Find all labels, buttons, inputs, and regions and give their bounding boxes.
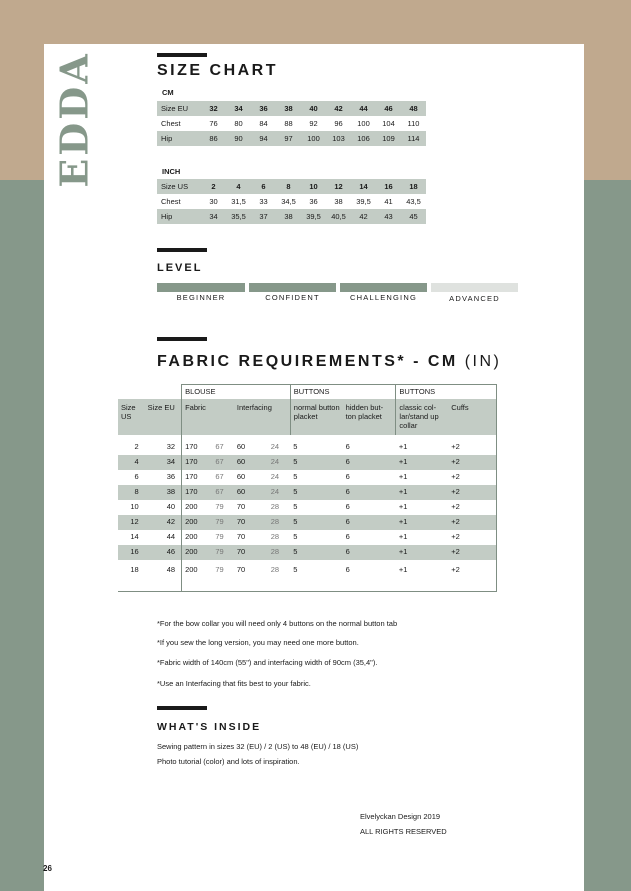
section-bar — [157, 53, 207, 57]
table-row: 14 44 200 79 70 28 5 6 +1 +2 — [118, 530, 497, 545]
table-row: Size EU 32 34 36 38 40 42 44 46 48 — [157, 101, 426, 116]
group-blouse: BLOUSE — [182, 385, 234, 399]
level-bar-beginner — [157, 283, 245, 292]
section-bar — [157, 337, 207, 341]
size-table-inch — [157, 179, 426, 224]
level-label-advanced: ADVANCED — [449, 294, 500, 303]
section-bar — [157, 706, 207, 710]
table-row: 12 42 200 79 70 28 5 6 +1 +2 — [118, 515, 497, 530]
vertical-title: EDDA — [51, 51, 97, 188]
fabric-requirements-heading: FABRIC REQUIREMENTS* - CM (IN) — [157, 353, 502, 370]
level-label-challenging: CHALLENGING — [350, 293, 417, 302]
col-fabric: Fabric — [182, 399, 234, 435]
note-fabric-width: *Fabric width of 140cm (55") and interfacing width of 90cm (35,4"). — [157, 658, 378, 667]
table-row: 2 32 170 67 60 24 5 6 +1 +2 — [118, 440, 497, 455]
page-number: 26 — [43, 864, 52, 873]
group-buttons: BUTTONS — [290, 385, 396, 399]
footer-rights: ALL RIGHTS RESERVED — [360, 827, 447, 836]
whats-inside-line-2: Photo tutorial (color) and lots of inspiration. — [157, 757, 300, 766]
whats-inside-heading: WHAT'S INSIDE — [157, 721, 262, 733]
table-row: 8 38 170 67 60 24 5 6 +1 +2 — [118, 485, 497, 500]
col-hidden-placket: hidden but- ton placket — [343, 399, 396, 435]
table-row: 10 40 200 79 70 28 5 6 +1 +2 — [118, 500, 497, 515]
footer-copyright: Elvelyckan Design 2019 — [360, 812, 441, 821]
col-interfacing: Interfacing — [234, 399, 290, 435]
inch-unit-label: INCH — [162, 167, 181, 176]
table-row: 16 46 200 79 70 28 5 6 +1 +2 — [118, 545, 497, 560]
level-heading: LEVEL — [157, 262, 203, 274]
table-row: Size US 2 4 6 8 10 12 14 16 18 — [157, 179, 426, 194]
table-row: Hip 86 90 94 97 100 103 106 109 114 — [157, 131, 426, 146]
col-collar: classic col- lar/stand up collar — [396, 399, 448, 435]
table-header-row — [118, 399, 497, 435]
fabric-table — [118, 384, 497, 592]
note-long-version: *If you sew the long version, you may need one more button. — [157, 638, 359, 647]
whats-inside-line-1: Sewing pattern in sizes 32 (EU) / 2 (US) to 48 (EU) / 18 (US) — [157, 742, 359, 751]
group-buttons-extra: BUTTONS — [396, 385, 497, 399]
col-size-us: Size US — [118, 399, 145, 435]
col-cuffs: Cuffs — [448, 399, 496, 435]
col-size-eu: Size EU — [145, 399, 182, 435]
table-row: 6 36 170 67 60 24 5 6 +1 +2 — [118, 470, 497, 485]
col-normal-placket: normal button placket — [290, 399, 342, 435]
note-bow-collar: *For the bow collar you will need only 4 buttons on the normal button tab — [157, 619, 398, 628]
size-chart-heading: SIZE CHART — [157, 62, 278, 79]
table-row: 4 34 170 67 60 24 5 6 +1 +2 — [118, 455, 497, 470]
table-row: Chest 76 80 84 88 92 96 100 104 110 — [161, 119, 420, 128]
level-label-beginner: BEGINNER — [176, 293, 226, 302]
table-group-header — [118, 385, 497, 399]
table-row: 18 48 200 79 70 28 5 6 +1 +2 — [118, 560, 497, 580]
level-label-confident: CONFIDENT — [265, 293, 320, 302]
level-bar-challenging — [340, 283, 427, 292]
table-row: Chest 30 31,5 33 34,5 36 38 39,5 41 43,5 — [161, 197, 421, 206]
table-row: Hip 34 35,5 37 38 39,5 40,5 42 43 45 — [157, 209, 426, 224]
cm-unit-label: CM — [162, 88, 174, 97]
level-bar-advanced — [431, 283, 518, 292]
size-table-cm — [157, 101, 426, 146]
level-bar-confident — [249, 283, 336, 292]
note-interfacing: *Use an Interfacing that fits best to your fabric. — [157, 679, 311, 688]
section-bar — [157, 248, 207, 252]
